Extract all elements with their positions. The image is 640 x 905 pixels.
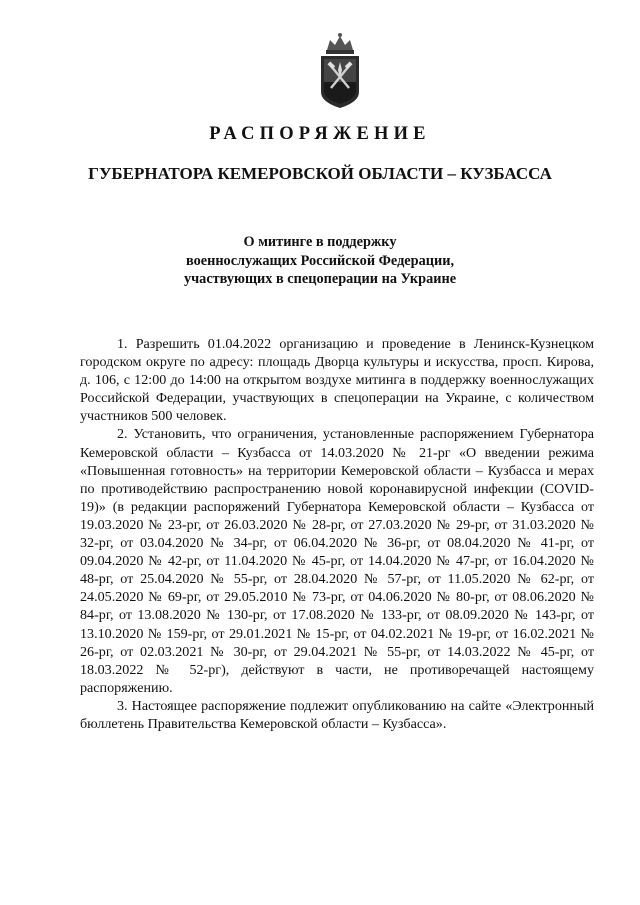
paragraph-3: 3. Настоящее распоряжение подлежит опубликованию на сайте «Электронный бюллетень Правительства Кемеровской области – Кузбасса».	[80, 697, 594, 732]
subject-line: военнослужащих Российской Федерации,	[185, 252, 455, 269]
document-body	[80, 335, 594, 733]
coat-of-arms-icon	[317, 32, 363, 110]
document-title: РАСПОРЯЖЕНИЕ	[209, 124, 431, 144]
document-subject	[0, 233, 640, 289]
paragraph-1: 1. Разрешить 01.04.2022 организацию и проведение в Ленинск-Кузнецком городском округе по адресу: площадь Дворца культуры и искусства, просп. Кирова, д. 106, с 12:00 до 14:00 на открытом воздухе митинга в поддержку военнослужащих Российской Федерации, участвующих в спецоперации на Украине, с количеством участников 500 человек.	[80, 336, 594, 425]
subject-line: участвующих в спецоперации на Украине	[183, 271, 457, 287]
subject-line: О митинге в поддержку	[243, 234, 397, 250]
document-subtitle: ГУБЕРНАТОРА КЕМЕРОВСКОЙ ОБЛАСТИ – КУЗБАССА	[88, 164, 552, 183]
paragraph-2: 2. Установить, что ограничения, установленные распоряжением Губернатора Кемеровской области – Кузбасса от 14.03.2020 № 21-рг «О введении режима «Повышенная готовность» на территории Кемеровской области – Кузбасса и мерах по противодействию распространению новой коронавирусной инфекции (COVID-19)» (в редакции распоряжений Губернатора Кемеровской области – Кузбасса от 19.03.2020 № 23-рг, от 26.03.2020 № 28-рг, от 27.03.2020 № 29-рг, от 31.03.2020 № 32-рг, от 03.04.2020 № 34-рг, от 06.04.2020 № 36-рг, от 08.04.2020 № 41-рг, от 09.04.2020 № 42-рг, от 11.04.2020 № 45-рг, от 14.04.2020 № 47-рг, от 16.04.2020 № 48-рг, от 25.04.2020 № 55-рг, от 28.04.2020 № 57-рг, от 11.05.2020 № 62-рг, от 24.05.2020 № 69-рг, от 29.05.2010 № 73-рг, от 04.06.2020 № 80-рг, от 08.06.2020 № 84-рг, от 13.08.2020 № 130-рг, от 17.08.2020 № 133-рг, от 08.09.2020 № 143-рг, от 13.10.2020 № 159-рг, от 29.01.2021 № 15-рг, от 04.02.2021 № 19-рг, от 16.02.2021 № 26-рг, от 02.03.2021 № 30-рг, от 29.04.2021 № 55-рг, от 14.03.2022 № 45-рг, от 18.03.2022 № 52-рг), действуют в части, не противоречащей настоящему распоряжению.	[80, 426, 594, 696]
